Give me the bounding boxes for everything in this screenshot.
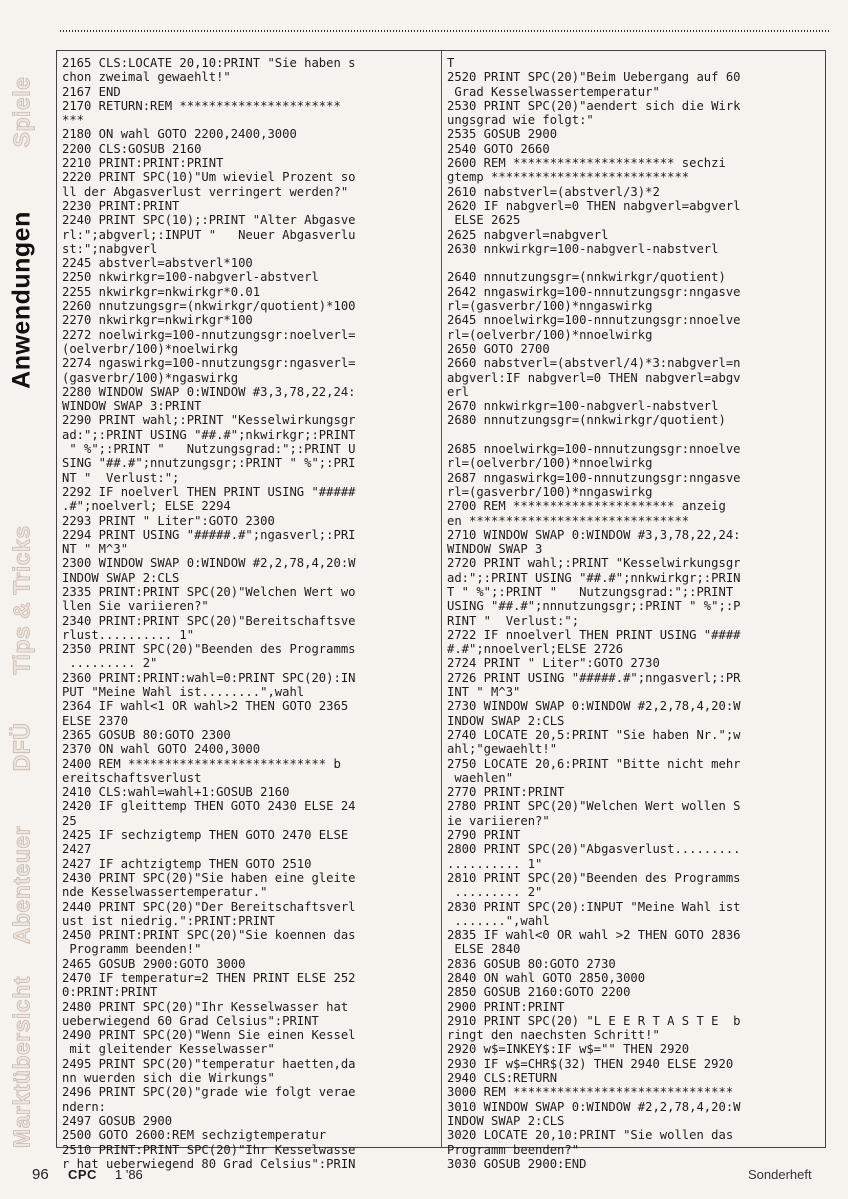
code-line: 2680 nnnutzungsgr=(nnkwirkgr/quotient) <box>447 413 726 428</box>
code-line: 2180 ON wahl GOTO 2200,2400,3000 <box>62 127 297 142</box>
code-line: T <box>447 56 455 70</box>
code-line <box>447 256 741 270</box>
code-line: ust ist niedrig.":PRINT:PRINT <box>62 913 275 928</box>
code-line: 2170 RETURN:REM ********************** <box>62 98 341 113</box>
code-line: rl=(oelverbr/100)*nnoelwirkg <box>447 456 653 471</box>
code-line <box>447 428 741 442</box>
code-line: 2687 nngaswirkg=100-nnnutzungsgr:nngasve <box>447 470 741 485</box>
code-line: 2250 nkwirkgr=100-nabgverl-abstverl <box>62 270 319 285</box>
code-line: 2790 PRINT <box>447 828 521 843</box>
code-line: 2200 CLS:GOSUB 2160 <box>62 141 202 156</box>
code-line: ndern: <box>62 1099 107 1114</box>
code-line: 2335 PRINT:PRINT SPC(20)"Welchen Wert wo <box>62 584 356 599</box>
code-line: 2167 END <box>62 84 121 99</box>
code-line: 2920 w$=INKEY$:IF w$="" THEN 2920 <box>447 1042 690 1057</box>
sidebar-section-6: Spiele <box>8 76 35 148</box>
code-line: 2490 PRINT SPC(20)"Wenn Sie einen Kessel <box>62 1028 356 1043</box>
code-line: 2530 PRINT SPC(20)"aendert sich die Wirk <box>447 98 741 113</box>
code-line: 2450 PRINT:PRINT SPC(20)"Sie koennen das <box>62 928 356 943</box>
code-line: 2496 PRINT SPC(20)"grade wie folgt verae <box>62 1085 356 1100</box>
code-line: 2240 PRINT SPC(10);:PRINT "Alter Abgasve <box>62 213 356 228</box>
code-line: 2835 IF wahl<0 OR wahl >2 THEN GOTO 2836 <box>447 928 741 943</box>
code-line: chon zweimal gewaehlt!" <box>62 70 231 85</box>
code-line: 2497 GOSUB 2900 <box>62 1113 173 1128</box>
code-line: mit gleitender Kesselwasser" <box>62 1042 275 1057</box>
code-line: 2440 PRINT SPC(20)"Der Bereitschaftsverl <box>62 899 356 914</box>
code-line: 2850 GOSUB 2160:GOTO 2200 <box>447 985 631 1000</box>
code-line: waehlen" <box>447 770 514 785</box>
code-line: (oelverbr/100)*noelwirkg <box>62 341 239 356</box>
code-line: 3010 WINDOW SWAP 0:WINDOW #2,2,78,4,20:W <box>447 1099 741 1114</box>
code-line: INDOW SWAP 2:CLS <box>447 1113 565 1128</box>
code-line: *** <box>62 113 85 128</box>
code-line: .......",wahl <box>447 913 550 928</box>
code-line: st:";nabgverl <box>62 241 158 256</box>
code-line: 2645 nnoelwirkg=100-nnnutzungsgr:nnoelve <box>447 313 741 328</box>
code-line: 2540 GOTO 2660 <box>447 141 550 156</box>
code-line: NT " Verlust:"; <box>62 470 180 485</box>
code-line: 2610 nabstverl=(abstverl/3)*2 <box>447 184 660 199</box>
code-line: Grad Kesselwassertemperatur" <box>447 84 660 99</box>
code-line: 2293 PRINT " Liter":GOTO 2300 <box>62 513 275 528</box>
code-line: 2245 abstverl=abstverl*100 <box>62 256 253 271</box>
code-line: 2300 WINDOW SWAP 0:WINDOW #2,2,78,4,20:W <box>62 556 356 571</box>
code-line: (gasverbr/100)*ngaswirkg <box>62 370 239 385</box>
code-line: ......... 2" <box>447 885 543 900</box>
code-line: 25 <box>62 813 77 828</box>
code-line: 2495 PRINT SPC(20)"temperatur haetten,da <box>62 1056 356 1071</box>
code-line: 2780 PRINT SPC(20)"Welchen Wert wollen S <box>447 799 741 814</box>
code-line: ad:";:PRINT USING "##.#";nkwirkgr;:PRINT <box>62 427 356 442</box>
code-line: WINDOW SWAP 3:PRINT <box>62 399 202 414</box>
code-line: ereitschaftsverlust <box>62 770 202 785</box>
code-line: 2290 PRINT wahl;:PRINT "Kesselwirkungsgr <box>62 413 356 428</box>
code-line: 2465 GOSUB 2900:GOTO 3000 <box>62 956 246 971</box>
code-line: ringt den naechsten Schritt!" <box>447 1028 660 1043</box>
code-line: INDOW SWAP 2:CLS <box>447 713 565 728</box>
sidebar-section-4: Tips & Tricks <box>8 525 35 675</box>
code-line: 2770 PRINT:PRINT <box>447 785 565 800</box>
code-line: 2294 PRINT USING "#####.#";ngasverl;:PRI <box>62 527 356 542</box>
code-line: 2910 PRINT SPC(20) "L E E R T A S T E b <box>447 1013 741 1028</box>
code-line: ll der Abgasverlust verringert werden?" <box>62 184 349 199</box>
code-line: 2292 IF noelverl THEN PRINT USING "##### <box>62 484 356 499</box>
code-line: .......... 1" <box>447 856 543 871</box>
code-line: 2630 nnkwirkgr=100-nabgverl-nabstverl <box>447 241 719 256</box>
code-line: 2830 PRINT SPC(20):INPUT "Meine Wahl ist <box>447 899 741 914</box>
code-line: rl=(gasverbr/100)*nngaswirkg <box>447 299 653 314</box>
code-line: 2726 PRINT USING "#####.#";nngasverl;:PR <box>447 670 741 685</box>
code-line: ......... 2" <box>62 656 158 671</box>
code-line: 2510 PRINT:PRINT SPC(20)"Ihr Kesselwasse <box>62 1142 356 1157</box>
code-line: RINT " Verlust:"; <box>447 613 580 628</box>
code-line: 2710 WINDOW SWAP 0:WINDOW #3,3,78,22,24: <box>447 527 741 542</box>
code-line: 2400 REM *************************** b <box>62 756 341 771</box>
code-line: abgverl:IF nabgverl=0 THEN nabgverl=abgv <box>447 370 741 385</box>
code-line: 2620 IF nabgverl=0 THEN nabgverl=abgverl <box>447 198 741 213</box>
code-line: 2220 PRINT SPC(10)"Um wieviel Prozent so <box>62 170 356 185</box>
code-line: 2930 IF w$=CHR$(32) THEN 2940 ELSE 2920 <box>447 1056 734 1071</box>
section-sidebar <box>0 40 44 1170</box>
code-line: 0:PRINT:PRINT <box>62 985 158 1000</box>
code-line: 2360 PRINT:PRINT:wahl=0:PRINT SPC(20):IN <box>62 670 356 685</box>
code-line: rl:";abgverl;:INPUT " Neuer Abgasverlu <box>62 227 356 242</box>
code-line: ELSE 2840 <box>447 942 521 957</box>
page-footer <box>0 1166 848 1186</box>
code-line: 2274 ngaswirkg=100-nnutzungsgr:ngasverl= <box>62 356 356 371</box>
code-line: ELSE 2370 <box>62 713 129 728</box>
code-line: 2270 nkwirkgr=nkwirkgr*100 <box>62 313 253 328</box>
code-line: 2520 PRINT SPC(20)"Beim Uebergang auf 60 <box>447 70 741 85</box>
code-line: 2722 IF nnoelverl THEN PRINT USING "#### <box>447 627 741 642</box>
sidebar-section-2: Abenteuer <box>8 825 35 945</box>
listing-column-left <box>62 56 356 1171</box>
code-line: 2800 PRINT SPC(20)"Abgasverlust......... <box>447 842 741 857</box>
column-divider <box>441 50 442 1148</box>
code-line: 2750 LOCATE 20,6:PRINT "Bitte nicht mehr <box>447 756 741 771</box>
code-line: T " %";:PRINT " Nutzungsgrad:";:PRINT <box>447 584 734 599</box>
code-line: 2600 REM ********************** sechzi <box>447 156 726 171</box>
code-line: 2350 PRINT SPC(20)"Beenden des Programms <box>62 642 356 657</box>
code-line: 2836 GOSUB 80:GOTO 2730 <box>447 956 616 971</box>
code-line: " %";:PRINT " Nutzungsgrad:";:PRINT U <box>62 442 356 457</box>
sidebar-section-3: DFÜ <box>8 722 35 772</box>
code-line: 2700 REM ********************** anzeig <box>447 499 726 514</box>
code-line: ie variieren?" <box>447 813 550 828</box>
code-line: 2900 PRINT:PRINT <box>447 999 565 1014</box>
code-line: ueberwiegend 60 Grad Celsius":PRINT <box>62 1013 319 1028</box>
code-line: 2642 nngaswirkg=100-nnnutzungsgr:nngasve <box>447 284 741 299</box>
code-line: 2670 nnkwirkgr=100-nabgverl-nabstverl <box>447 399 719 414</box>
code-line: Programm beenden?" <box>447 1142 580 1157</box>
code-line: 2272 noelwirkg=100-nnutzungsgr:noelverl= <box>62 327 356 342</box>
code-line: 2720 PRINT wahl;:PRINT "Kesselwirkungsgr <box>447 556 741 571</box>
code-line: 2625 nabgverl=nabgverl <box>447 227 609 242</box>
code-line: llen Sie variieren?" <box>62 599 209 614</box>
code-line: WINDOW SWAP 3 <box>447 542 543 557</box>
code-line: SING "##.#";nnutzungsgr;:PRINT " %";:PRI <box>62 456 356 471</box>
code-line: 2427 IF achtzigtemp THEN GOTO 2510 <box>62 856 312 871</box>
top-dotted-rule <box>60 30 830 32</box>
code-line: 2480 PRINT SPC(20)"Ihr Kesselwasser hat <box>62 999 349 1014</box>
code-line: 2280 WINDOW SWAP 0:WINDOW #3,3,78,22,24: <box>62 384 356 399</box>
code-line: 2650 GOTO 2700 <box>447 341 550 356</box>
code-line: 2940 CLS:RETURN <box>447 1071 558 1086</box>
code-line: 2740 LOCATE 20,5:PRINT "Sie haben Nr.";w <box>447 727 741 742</box>
code-line: 2430 PRINT SPC(20)"Sie haben eine gleite <box>62 870 356 885</box>
code-line: 2470 IF temperatur=2 THEN PRINT ELSE 252 <box>62 971 356 985</box>
code-line: en ****************************** <box>447 513 690 528</box>
code-line: 2840 ON wahl GOTO 2850,3000 <box>447 971 646 985</box>
code-line: ungsgrad wie folgt:" <box>447 113 594 128</box>
code-line: 2260 nnutzungsgr=(nkwirkgr/quotient)*100 <box>62 299 356 314</box>
code-line: 2410 CLS:wahl=wahl+1:GOSUB 2160 <box>62 785 290 800</box>
code-line: 2425 IF sechzigtemp THEN GOTO 2470 ELSE <box>62 828 349 843</box>
code-line: 2640 nnnutzungsgr=(nnkwirkgr/quotient) <box>447 270 726 285</box>
code-line: r hat ueberwiegend 80 Grad Celsius":PRIN <box>62 1156 356 1171</box>
code-line: ahl;"gewaehlt!" <box>447 742 558 757</box>
sidebar-section-1: Marktübersicht <box>8 976 35 1148</box>
code-line: .#";noelverl; ELSE 2294 <box>62 499 231 514</box>
code-line: 2370 ON wahl GOTO 2400,3000 <box>62 742 261 757</box>
code-line: PUT "Meine Wahl ist........",wahl <box>62 685 305 700</box>
code-line: 2810 PRINT SPC(20)"Beenden des Programms <box>447 870 741 885</box>
code-line: INDOW SWAP 2:CLS <box>62 570 180 585</box>
code-line: rl=(oelverbr/100)*nnoelwirkg <box>447 327 653 342</box>
code-line: gtemp *************************** <box>447 170 690 185</box>
code-line: USING "##.#";nnnutzungsgr;:PRINT " %";:P <box>447 599 741 614</box>
code-line: 2340 PRINT:PRINT SPC(20)"Bereitschaftsve <box>62 613 356 628</box>
code-line: 2660 nabstverl=(abstverl/4)*3:nabgverl=n <box>447 356 741 371</box>
code-line: ELSE 2625 <box>447 213 521 228</box>
code-line: INT " M^3" <box>447 685 521 700</box>
code-line: nde Kesselwassertemperatur." <box>62 885 268 900</box>
code-line: 2730 WINDOW SWAP 0:WINDOW #2,2,78,4,20:W <box>447 699 741 714</box>
code-line: 2427 <box>62 842 92 857</box>
page-number: 96 <box>32 1166 49 1183</box>
code-line: 2724 PRINT " Liter":GOTO 2730 <box>447 656 660 671</box>
code-line: Programm beenden!" <box>62 942 202 957</box>
code-line: 3000 REM ****************************** <box>447 1085 734 1100</box>
listing-column-right <box>447 56 741 1171</box>
issue-label: 1 '86 <box>115 1167 143 1182</box>
code-line: 2535 GOSUB 2900 <box>447 127 558 142</box>
code-line: 3030 GOSUB 2900:END <box>447 1156 587 1171</box>
code-line: #.#";nnoelverl;ELSE 2726 <box>447 642 624 657</box>
code-line: NT " M^3" <box>62 542 129 557</box>
code-line: 2364 IF wahl<1 OR wahl>2 THEN GOTO 2365 <box>62 699 349 714</box>
edition-label: Sonderheft <box>748 1167 812 1182</box>
code-line: 2230 PRINT:PRINT <box>62 198 180 213</box>
code-line: rlust.......... 1" <box>62 627 195 642</box>
code-line: erl <box>447 384 470 399</box>
code-line: 2165 CLS:LOCATE 20,10:PRINT "Sie haben s <box>62 56 356 70</box>
code-line: 3020 LOCATE 20,10:PRINT "Sie wollen das <box>447 1128 734 1143</box>
code-line: ad:";:PRINT USING "##.#";nnkwirkgr;:PRIN <box>447 570 741 585</box>
magazine-logo: CPC <box>68 1167 97 1182</box>
sidebar-section-5: Anwendungen <box>7 211 36 389</box>
code-line: nn wuerden sich die Wirkungs" <box>62 1071 275 1086</box>
code-line: 2210 PRINT:PRINT:PRINT <box>62 156 224 171</box>
code-line: rl=(gasverbr/100)*nngaswirkg <box>447 484 653 499</box>
code-line: 2420 IF gleittemp THEN GOTO 2430 ELSE 24 <box>62 799 356 814</box>
code-line: 2255 nkwirkgr=nkwirkgr*0.01 <box>62 284 261 299</box>
code-line: 2365 GOSUB 80:GOTO 2300 <box>62 727 231 742</box>
code-line: 2500 GOTO 2600:REM sechzigtemperatur <box>62 1128 327 1143</box>
code-line: 2685 nnoelwirkg=100-nnnutzungsgr:nnoelve <box>447 442 741 457</box>
